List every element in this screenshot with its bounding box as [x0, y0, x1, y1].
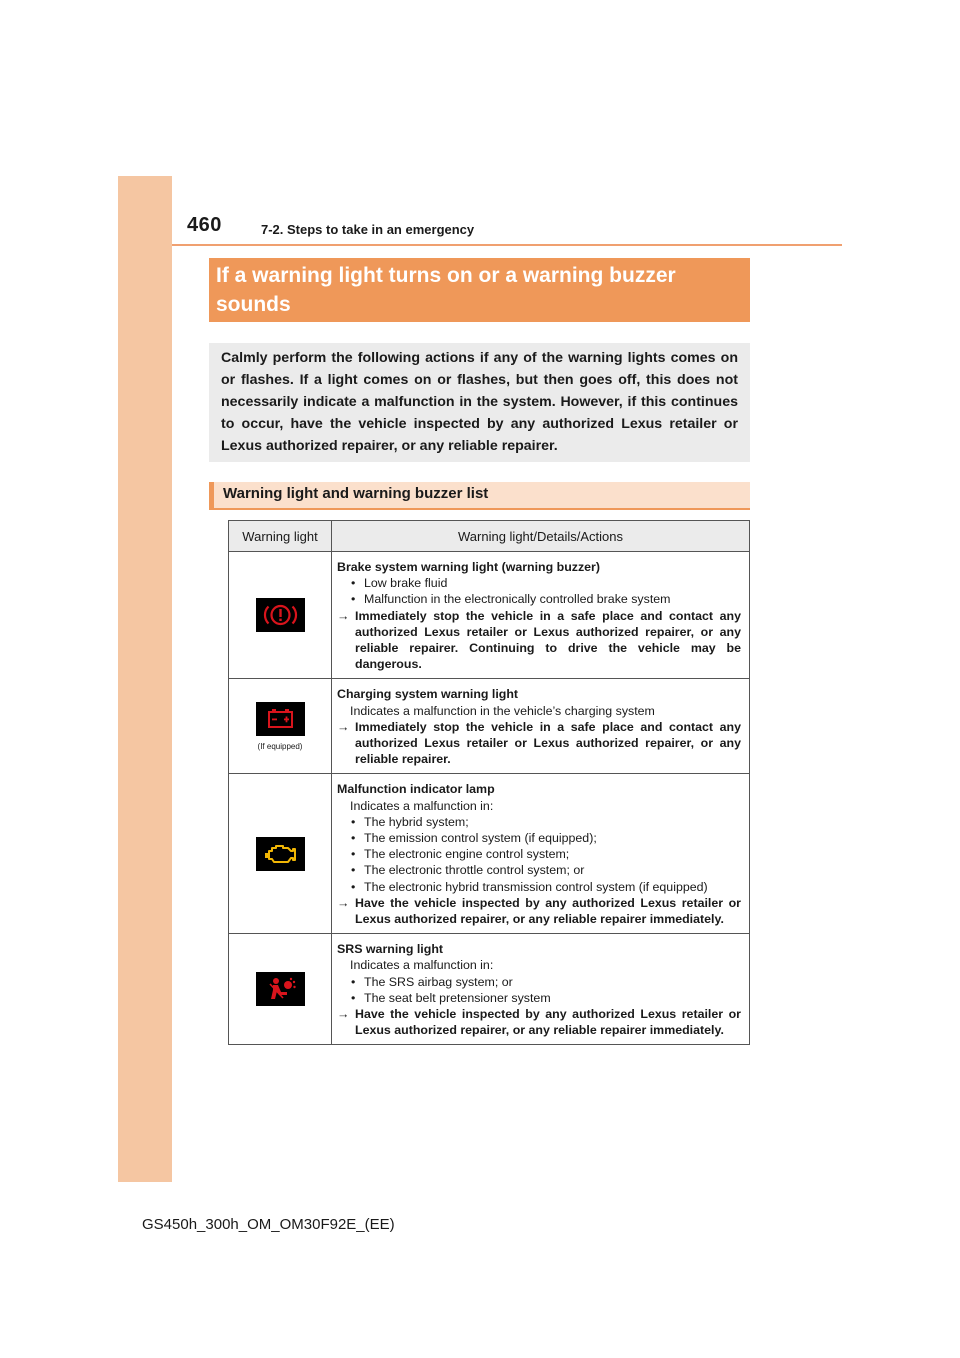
header-rule	[172, 244, 842, 246]
bullet-item	[337, 591, 741, 607]
warning-light-details	[332, 679, 750, 774]
action-text: Immediately stop the vehicle in a safe place and contact any authorized Lexus retailer or Lexus authorized repairer, or any reliable repairer. Continuing to drive the vehicle may be dangerous.	[355, 608, 741, 672]
table-row	[229, 552, 750, 679]
srs-airbag-icon	[256, 972, 305, 1006]
warning-light-description: Indicates a malfunction in the vehicle’s charging system	[350, 703, 655, 718]
bullet-dot: •	[351, 847, 356, 862]
warning-light-details	[332, 934, 750, 1045]
bullet-item	[337, 862, 741, 878]
bullet-item	[337, 879, 741, 895]
table-body	[229, 552, 750, 1045]
table-row	[229, 774, 750, 934]
bullet-item	[337, 814, 741, 830]
action-text: Have the vehicle inspected by any authorized Lexus retailer or Lexus authorized repairer, or any reliable repairer immediately.	[355, 1007, 741, 1038]
list-heading: Warning light and warning buzzer list	[209, 482, 750, 510]
warning-light-icon-cell	[229, 679, 332, 774]
warning-light-details	[332, 774, 750, 934]
bullet-text: The electronic throttle control system; or	[364, 863, 585, 878]
bullet-item	[337, 846, 741, 862]
section-title: 7-2. Steps to take in an emergency	[261, 222, 475, 237]
arrow-right-icon: →	[337, 608, 350, 623]
warning-light-title: SRS warning light	[337, 942, 444, 957]
bullet-dot: •	[351, 592, 356, 607]
bullet-dot: •	[351, 863, 356, 878]
col-header-details: Warning light/Details/Actions	[332, 521, 750, 552]
brake-warning-icon	[256, 598, 305, 632]
icon-note: (If equipped)	[257, 741, 303, 751]
table-row	[229, 679, 750, 774]
bullet-text: The emission control system (if equipped);	[364, 831, 597, 846]
bullet-text: The SRS airbag system; or	[364, 974, 513, 989]
arrow-right-icon: →	[337, 1007, 350, 1022]
bullet-text: Low brake fluid	[364, 576, 448, 591]
warning-light-action	[337, 608, 741, 673]
col-header-warning-light: Warning light	[229, 521, 332, 552]
arrow-right-icon: →	[337, 895, 350, 910]
table-row	[229, 934, 750, 1045]
bullet-text: The seat belt pretensioner system	[364, 990, 551, 1005]
bullet-dot: •	[351, 814, 356, 829]
warning-light-details	[332, 552, 750, 679]
bullet-item	[337, 575, 741, 591]
warning-light-icon-cell	[229, 552, 332, 679]
warning-light-table	[228, 520, 750, 1045]
chapter-side-tab	[118, 176, 172, 1182]
bullet-item	[337, 974, 741, 990]
bullet-text: The electronic engine control system;	[364, 847, 570, 862]
bullet-text: The electronic hybrid transmission control system (if equipped)	[364, 879, 708, 894]
bullet-text: The hybrid system;	[364, 814, 469, 829]
bullet-item	[337, 830, 741, 846]
warning-light-action	[337, 895, 741, 927]
footer-code: GS450h_300h_OM_OM30F92E_(EE)	[142, 1216, 395, 1233]
main-heading	[209, 258, 750, 322]
table-header-row	[229, 521, 750, 552]
warning-light-action	[337, 1006, 741, 1038]
battery-charging-icon	[256, 702, 305, 736]
bullet-text: Malfunction in the electronically controlled brake system	[364, 592, 671, 607]
warning-light-icon-cell	[229, 774, 332, 934]
action-text: Have the vehicle inspected by any authorized Lexus retailer or Lexus authorized repairer, or any reliable repairer immediately.	[355, 895, 741, 927]
engine-check-icon	[256, 837, 305, 871]
warning-light-description: Indicates a malfunction in:	[350, 798, 494, 813]
bullet-item	[337, 990, 741, 1006]
bullet-dot: •	[351, 576, 356, 591]
action-text: Immediately stop the vehicle in a safe place and contact any authorized Lexus retailer or Lexus authorized repairer, or any reliable repairer.	[355, 719, 741, 767]
bullet-dot: •	[351, 990, 356, 1005]
main-heading-line1: If a warning light turns on or a warning buzzer	[216, 264, 676, 287]
intro-text: Calmly perform the following actions if any of the warning lights comes on or flashes. If a light comes on or flashes, but then goes off, this does not necessarily indicate a malfunction in the system. However, if this continues to occur, have the vehicle inspected by any authorized Lexus retailer or Lexus authorized repairer, or any reliable repairer.	[209, 343, 750, 462]
arrow-right-icon: →	[337, 719, 350, 734]
bullet-dot: •	[351, 879, 356, 894]
warning-light-icon-cell	[229, 934, 332, 1045]
bullet-dot: •	[351, 974, 356, 989]
page-number: 460	[187, 214, 222, 236]
main-heading-line2: sounds	[216, 293, 291, 316]
warning-light-title: Malfunction indicator lamp	[337, 782, 495, 797]
warning-light-title: Brake system warning light (warning buzzer)	[337, 560, 601, 574]
warning-light-title: Charging system warning light	[337, 687, 519, 702]
bullet-dot: •	[351, 831, 356, 846]
warning-light-description: Indicates a malfunction in:	[350, 958, 494, 973]
warning-light-action	[337, 719, 741, 768]
